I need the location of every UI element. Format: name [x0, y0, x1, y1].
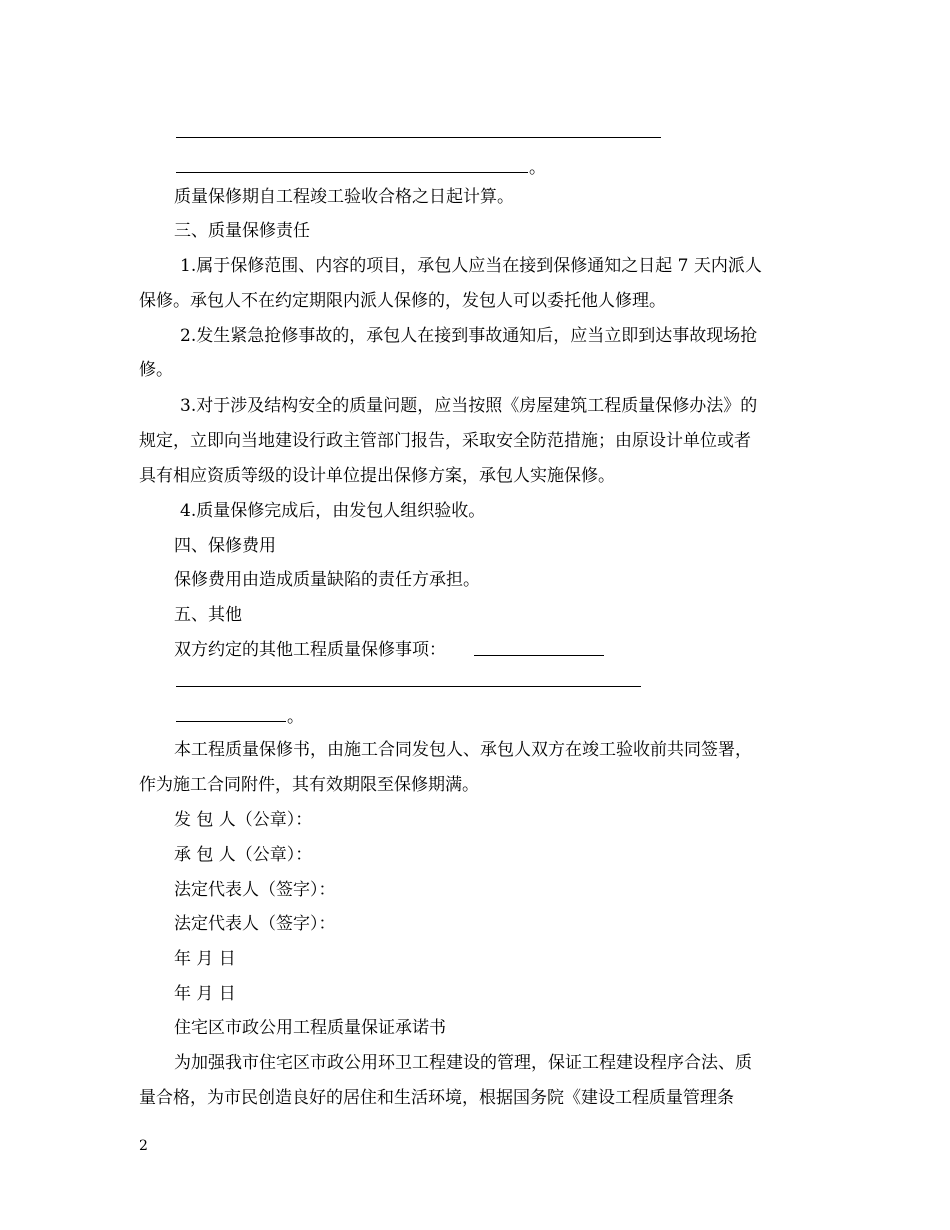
blank-line: [176, 721, 286, 722]
paragraph-text: 具有相应资质等级的设计单位提出保修方案，承包人实施保修。: [139, 466, 615, 486]
end-mark: 。: [287, 707, 304, 727]
paragraph-text: 保修。承包人不在约定期限内派人保修的，发包人可以委托他人修理。: [139, 291, 666, 311]
signature-legal-rep: 法定代表人（签字）：: [174, 880, 336, 900]
blank-line: [176, 686, 641, 687]
signature-date: 年 月 日: [174, 984, 236, 1004]
section-heading: 四、保修费用: [174, 536, 276, 556]
signature-date: 年 月 日: [174, 949, 236, 969]
page-number: 2: [139, 1138, 148, 1154]
paragraph-text: 质量保修期自工程竣工验收合格之日起计算。: [174, 187, 514, 207]
section-heading: 三、质量保修责任: [174, 221, 310, 241]
paragraph-text: 2.发生紧急抢修事故的，承包人在接到事故通知后，应当立即到达事故现场抢: [180, 326, 758, 346]
paragraph-text: 修。: [139, 360, 173, 380]
field-label: 双方约定的其他工程质量保修事项：: [174, 640, 446, 660]
blank-line: [474, 655, 604, 656]
section-heading: 五、其他: [174, 605, 242, 625]
signature-employer: 发 包 人（公章）：: [174, 810, 313, 830]
paragraph-text: 作为施工合同附件，其有效期限至保修期满。: [139, 775, 479, 795]
signature-legal-rep: 法定代表人（签字）：: [174, 914, 336, 934]
end-mark: 。: [529, 158, 546, 178]
document-title: 住宅区市政公用工程质量保证承诺书: [174, 1018, 446, 1038]
paragraph-text: 3.对于涉及结构安全的质量问题，应当按照《房屋建筑工程质量保修办法》的: [180, 396, 758, 416]
paragraph-text: 规定，立即向当地建设行政主管部门报告，采取安全防范措施；由原设计单位或者: [139, 431, 751, 451]
paragraph-text: 1.属于保修范围、内容的项目，承包人应当在接到保修通知之日起 7 天内派人: [180, 256, 762, 276]
paragraph-text: 保修费用由造成质量缺陷的责任方承担。: [174, 570, 480, 590]
blank-line: [176, 172, 528, 173]
paragraph-text: 4.质量保修完成后，由发包人组织验收。: [180, 501, 486, 521]
blank-line: [176, 137, 661, 138]
paragraph-text: 量合格，为市民创造良好的居住和生活环境，根据国务院《建设工程质量管理条: [139, 1088, 734, 1108]
signature-contractor: 承 包 人（公章）：: [174, 845, 313, 865]
paragraph-text: 为加强我市住宅区市政公用环卫工程建设的管理，保证工程建设程序合法、质: [174, 1053, 752, 1073]
paragraph-text: 本工程质量保修书，由施工合同发包人、承包人双方在竣工验收前共同签署，: [174, 740, 752, 760]
